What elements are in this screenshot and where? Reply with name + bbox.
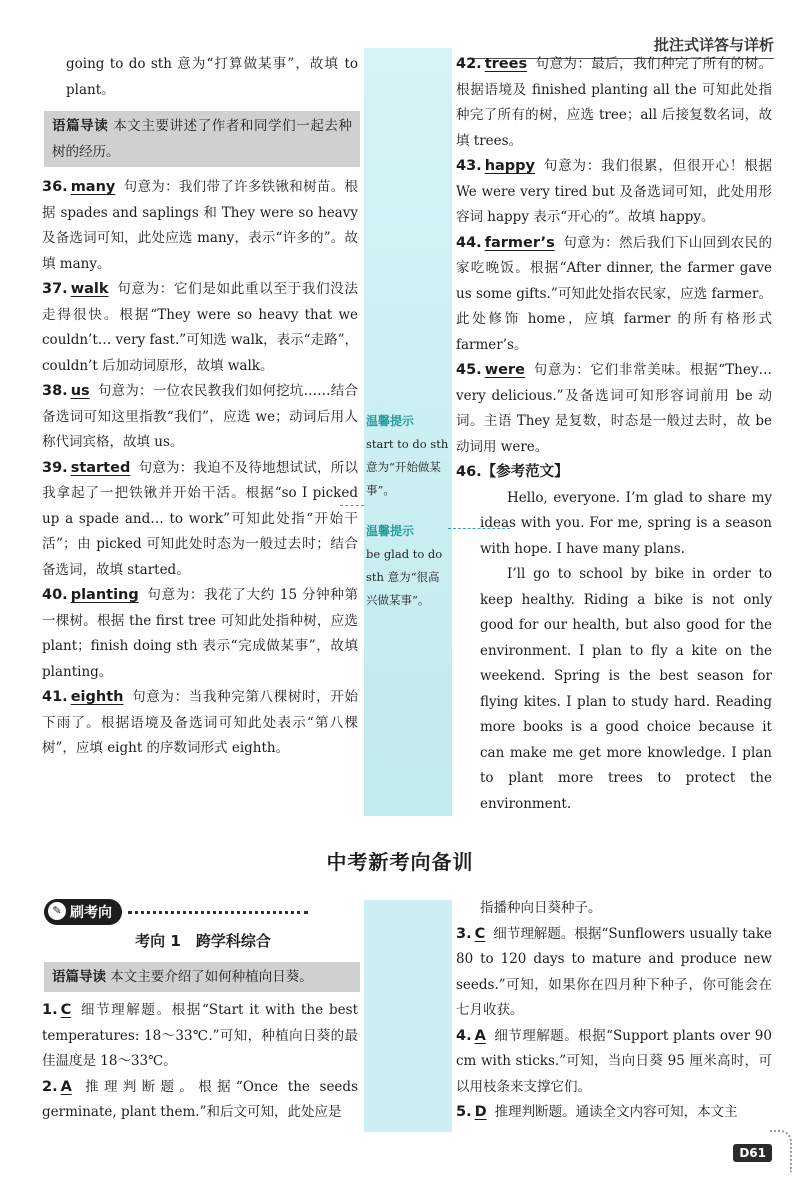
badge-label: 刷考向 [70, 905, 112, 921]
tip-arrow-1 [340, 505, 364, 506]
badge-dotted-line [128, 911, 308, 914]
item-number: 4. [456, 1027, 472, 1044]
answer-item-38 [42, 379, 358, 456]
answer-item-4 [456, 1024, 772, 1101]
item-number: 5. [456, 1104, 472, 1120]
answer-item-1 [42, 998, 358, 1075]
reading-guide [44, 111, 360, 167]
item-answer: happy [484, 158, 536, 174]
reading-guide-label: 语篇导读 [52, 969, 106, 985]
item-explanation: 细节理解题。根据“Sunflowers usually take 80 to 120 days to mature and produce new seeds.”可知，如果你在四月种下种子，你可能会在七月收获。 [456, 925, 772, 1018]
right-column [456, 52, 772, 817]
item-answer: eighth [70, 689, 124, 705]
item-explanation: 推理判断题。根据“Once the seeds germinate, plant them.”和后文可知，此处应是 [42, 1078, 358, 1120]
item-explanation: 推理判断题。通读全文内容可知，本文主 [494, 1104, 738, 1120]
answer-item-41 [42, 685, 358, 762]
item-answer: farmer’s [484, 234, 555, 251]
item-number: 42. [456, 56, 482, 72]
essay-paragraph: I’ll go to school by bike in order to keep healthy. Riding a bike is not only good for our health, but also good for the environment. I plan to fly a kite on the weekend. Spring is the best season for flying kites. I plan to study hard. Reading more books is a good choice because it can make me get more knowledge. I plan to plant more trees to protect the environment. [480, 566, 772, 812]
answer-item-45 [456, 358, 772, 460]
item-number: 37. [42, 281, 68, 297]
answer-item-40 [42, 583, 358, 685]
item-answer: A [474, 1027, 486, 1044]
model-essay [480, 486, 772, 818]
answer-item-3 [456, 922, 772, 1024]
answer-item-36 [42, 175, 358, 277]
item-number: 3. [456, 925, 472, 942]
item-explanation: 细节理解题。根据“Start it with the best temperatures: 18～33℃.”可知，种植向日葵的最佳温度是 18～33℃。 [42, 1002, 358, 1069]
tip-label: 温馨提示 [366, 414, 415, 428]
item-explanation: 句意为：一位农民教我们如何挖坑……结合备选词可知这里指教“我们”，应选 we；动词后用人称代词宾格，故填 us。 [42, 383, 358, 450]
item-answer: us [70, 383, 90, 399]
answer-item-43 [456, 154, 772, 231]
item-answer: C [474, 925, 486, 942]
badge-pill [44, 899, 122, 925]
item-number: 39. [42, 459, 68, 476]
section-reading-guide [44, 962, 360, 992]
left-column [42, 52, 358, 762]
page-number: D61 [733, 1144, 772, 1162]
answer-item-39 [42, 456, 358, 584]
item-answer: trees [484, 56, 528, 72]
continued-text: 指播种向日葵种子。 [480, 900, 602, 916]
item-explanation: 句意为：然后我们下山回到农民的家吃晚饭。根据“After dinner, the farmer gave us some gifts.”可知此处指农民家，应选 farmer。此处修饰 home，应填 farmer 的所有格形式 farmer’s。 [456, 234, 772, 353]
reading-guide-label: 语篇导读 [52, 118, 109, 134]
continued-text: going to do sth 意为“打算做某事”，故填 to plant。 [66, 56, 358, 98]
item-explanation: 句意为：它们非常美味。根据“They… very delicious.”及备选词可知形容词前用 be 动词。主语 They 是复数，时态是一般过去时，故 be 动词用 were。 [456, 362, 772, 455]
page-corner-decoration [770, 1130, 792, 1172]
item-number: 40. [42, 587, 68, 603]
item-number: 1. [42, 1002, 58, 1018]
item-number: 36. [42, 179, 68, 195]
tip-text: start to do sth 意为“开始做某事”。 [366, 437, 449, 497]
answer-item-2 [42, 1075, 358, 1126]
header-title: 批注式详答与详析 [653, 36, 774, 54]
tip-note-2 [366, 520, 450, 612]
item-answer: C [60, 1002, 72, 1018]
reading-guide-text: 本文主要介绍了如何种植向日葵。 [110, 969, 313, 985]
item-explanation: 句意为：我们带了许多铁锹和树苗。根据 spades and saplings 和 They were so heavy 及备选词可知，此处应选 many，表示“许多的”。故填 many。 [42, 179, 358, 272]
answer-item-5 [456, 1100, 772, 1126]
answer-item-37 [42, 277, 358, 379]
item-answer: walk [70, 281, 109, 297]
tip-margin-strip-lower [364, 900, 452, 1132]
item-number: 41. [42, 689, 68, 705]
item-explanation: 句意为：我花了大约 15 分钟种第一棵树。根据 the first tree 可知此处指种树，应选 plant；finish doing sth 表示“完成做某事”，故填 planting。 [42, 587, 358, 680]
item-explanation: 句意为：当我种完第八棵树时，开始下雨了。根据语境及备选词可知此处表示“第八棵树”，应填 eight 的序数词形式 eighth。 [42, 689, 358, 756]
section-title: 中考新考向备训 [326, 850, 474, 874]
reading-guide-text: 本文主要讲述了作者和同学们一起去种树的经历。 [52, 118, 353, 160]
item-answer: D [474, 1104, 487, 1120]
item-explanation: 句意为：它们是如此重以至于我们没法走得很快。根据“They were so heavy that we couldn’t… very fast.”可知选 walk，表示“走路”，couldn’t 后加动词原形，故填 walk。 [42, 281, 358, 374]
item-number: 44. [456, 234, 482, 251]
item-explanation: 句意为：我们很累，但很开心！根据 We were very tired but 及备选词可知，此处用形容词 happy 表示“开心的”。故填 happy。 [456, 158, 772, 225]
essay-paragraph: Hello, everyone. I’m glad to share my ideas with you. For me, spring is a season with hope. I have many plans. [480, 489, 772, 557]
item-number: 45. [456, 362, 482, 378]
tip-label: 温馨提示 [366, 524, 415, 538]
tip-note-1 [366, 410, 450, 502]
item-answer: A [60, 1078, 72, 1095]
item-explanation: 句意为：我迫不及待地想试试，所以我拿起了一把铁锹并开始干活。根据“so I picked up a spade and… to work”可知此处指“开始干活”；由 picked 可知此处时态为一般过去时；结合备选词，故填 started。 [42, 459, 358, 578]
brush-icon: ✎ [48, 902, 66, 920]
item-answer: many [70, 179, 116, 195]
item-number: 2. [42, 1078, 58, 1095]
item-number: 38. [42, 383, 68, 399]
answer-item-42 [456, 52, 772, 154]
item-explanation: 细节理解题。根据“Support plants over 90 cm with sticks.”可知，当向日葵 95 厘米高时，可以用枝条来支撑它们。 [456, 1027, 772, 1095]
item-number: 43. [456, 158, 482, 174]
section-right-column [456, 896, 772, 1126]
item-explanation: 句意为：最后，我们种完了所有的树。根据语境及 finished planting all the 可知此处指种完了所有的树，应选 tree；all 后接复数名词，故填 trees。 [456, 56, 772, 149]
item-answer: planting [70, 587, 139, 603]
item-answer: started [70, 459, 131, 476]
item-answer: were [484, 362, 525, 378]
section-subheading: 考向 1 跨学科综合 [135, 932, 271, 950]
section-left-column [42, 962, 358, 1126]
answer-item-44 [456, 231, 772, 359]
tip-text: be glad to do sth 意为“很高兴做某事”。 [366, 547, 443, 607]
section-badge [44, 899, 308, 925]
essay-label: 46.【参考范文】 [456, 464, 569, 480]
